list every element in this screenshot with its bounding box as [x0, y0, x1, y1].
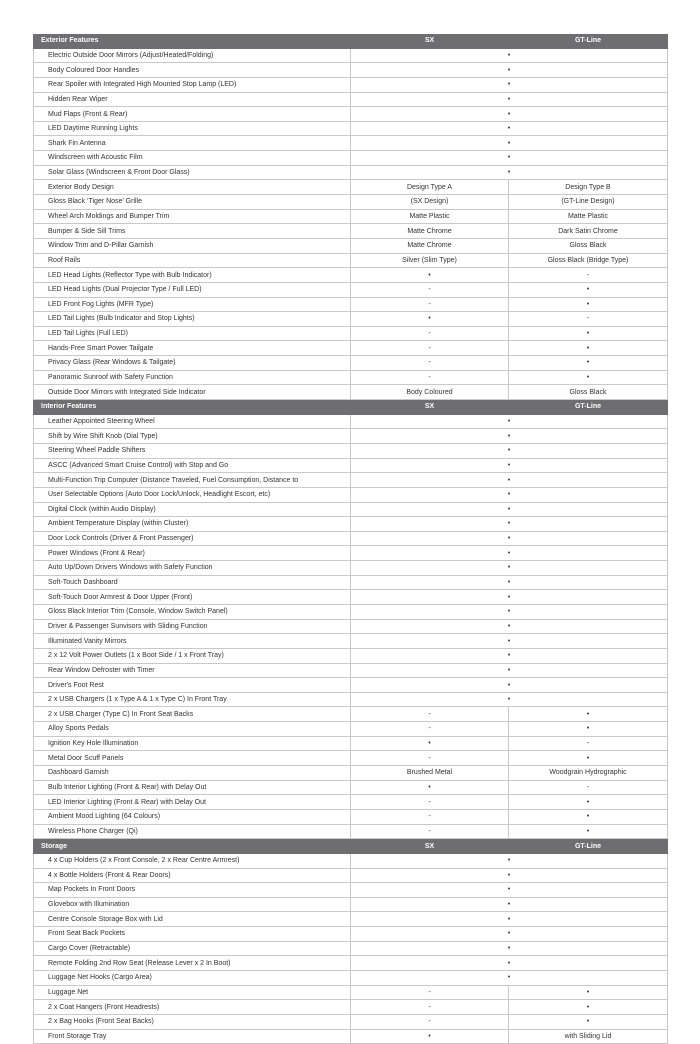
- feature-name: Door Lock Controls (Driver & Front Passenger): [34, 531, 351, 546]
- value-both-variants: •: [351, 546, 668, 561]
- value-both-variants: •: [351, 971, 668, 986]
- feature-name: Rear Window Defroster with Timer: [34, 663, 351, 678]
- table-row: [34, 238, 668, 253]
- feature-name: Driver & Passenger Sunvisors with Sliding Function: [34, 619, 351, 634]
- feature-name: Exterior Body Design: [34, 180, 351, 195]
- value-both-variants: •: [351, 941, 668, 956]
- table-row: [34, 180, 668, 195]
- value-sx: -: [351, 707, 509, 722]
- table-row: [34, 985, 668, 1000]
- feature-name: Front Storage Tray: [34, 1029, 351, 1044]
- table-row: [34, 809, 668, 824]
- feature-name: Power Windows (Front & Rear): [34, 546, 351, 561]
- feature-name: Gloss Black Interior Trim (Console, Window Switch Panel): [34, 604, 351, 619]
- value-gt-line: Dark Satin Chrome: [509, 224, 668, 239]
- value-both-variants: •: [351, 912, 668, 927]
- value-both-variants: •: [351, 121, 668, 136]
- table-row: [34, 561, 668, 576]
- feature-name: Hands-Free Smart Power Tailgate: [34, 341, 351, 356]
- feature-name: Window Trim and D-Pillar Garnish: [34, 238, 351, 253]
- value-gt-line: •: [509, 370, 668, 385]
- table-row: [34, 927, 668, 942]
- column-header-sx: SX: [351, 839, 509, 854]
- table-row: [34, 722, 668, 737]
- feature-name: Alloy Sports Pedals: [34, 722, 351, 737]
- value-both-variants: •: [351, 604, 668, 619]
- value-sx: •: [351, 1029, 509, 1044]
- value-both-variants: •: [351, 678, 668, 693]
- feature-name: Wireless Phone Charger (Qi): [34, 824, 351, 839]
- table-row: [34, 707, 668, 722]
- feature-name: Metal Door Scuff Panels: [34, 751, 351, 766]
- table-row: [34, 575, 668, 590]
- feature-name: LED Tail Lights (Full LED): [34, 326, 351, 341]
- feature-name: Dashboard Garnish: [34, 766, 351, 781]
- value-sx: -: [351, 985, 509, 1000]
- feature-name: Soft-Touch Dashboard: [34, 575, 351, 590]
- value-sx: -: [351, 1014, 509, 1029]
- value-sx: Matte Plastic: [351, 209, 509, 224]
- table-row: [34, 912, 668, 927]
- table-row: [34, 546, 668, 561]
- table-row: [34, 487, 668, 502]
- table-row: [34, 136, 668, 151]
- table-row: [34, 883, 668, 898]
- value-gt-line: with Sliding Lid: [509, 1029, 668, 1044]
- value-sx: -: [351, 370, 509, 385]
- feature-name: 2 x Coat Hangers (Front Headrests): [34, 1000, 351, 1015]
- value-gt-line: Gloss Black: [509, 238, 668, 253]
- value-gt-line: (GT-Line Design): [509, 195, 668, 210]
- table-row: [34, 312, 668, 327]
- table-row: [34, 414, 668, 429]
- value-both-variants: •: [351, 883, 668, 898]
- value-both-variants: •: [351, 868, 668, 883]
- value-gt-line: •: [509, 1014, 668, 1029]
- feature-name: Driver's Foot Rest: [34, 678, 351, 693]
- value-sx: •: [351, 736, 509, 751]
- feature-name: Front Seat Back Pockets: [34, 927, 351, 942]
- value-sx: •: [351, 268, 509, 283]
- value-gt-line: •: [509, 722, 668, 737]
- value-both-variants: •: [351, 487, 668, 502]
- value-both-variants: •: [351, 590, 668, 605]
- feature-name: 2 x USB Chargers (1 x Type A & 1 x Type C) In Front Tray: [34, 692, 351, 707]
- feature-name: 2 x Bag Hooks (Front Seat Backs): [34, 1014, 351, 1029]
- value-both-variants: •: [351, 48, 668, 63]
- feature-name: Mud Flaps (Front & Rear): [34, 107, 351, 122]
- table-row: [34, 780, 668, 795]
- feature-name: Privacy Glass (Rear Windows & Tailgate): [34, 356, 351, 371]
- feature-name: Digital Clock (within Audio Display): [34, 502, 351, 517]
- value-both-variants: •: [351, 136, 668, 151]
- value-gt-line: Design Type B: [509, 180, 668, 195]
- table-row: [34, 648, 668, 663]
- table-row: [34, 692, 668, 707]
- value-both-variants: •: [351, 663, 668, 678]
- feature-name: Steering Wheel Paddle Shifters: [34, 443, 351, 458]
- feature-name: Wheel Arch Moldings and Bumper Trim: [34, 209, 351, 224]
- value-both-variants: •: [351, 692, 668, 707]
- table-row: [34, 268, 668, 283]
- feature-name: LED Tail Lights (Bulb Indicator and Stop Lights): [34, 312, 351, 327]
- feature-name: Gloss Black ‘Tiger Nose’ Grille: [34, 195, 351, 210]
- value-sx: -: [351, 341, 509, 356]
- table-row: [34, 77, 668, 92]
- value-both-variants: •: [351, 77, 668, 92]
- feature-name: Centre Console Storage Box with Lid: [34, 912, 351, 927]
- table-row: [34, 1029, 668, 1044]
- table-row: [34, 663, 668, 678]
- value-gt-line: Matte Plastic: [509, 209, 668, 224]
- feature-name: Bulb Interior Lighting (Front & Rear) with Delay Out: [34, 780, 351, 795]
- value-both-variants: •: [351, 853, 668, 868]
- feature-name: Roof Rails: [34, 253, 351, 268]
- table-row: [34, 604, 668, 619]
- feature-name: Glovebox with Illumination: [34, 897, 351, 912]
- table-row: [34, 517, 668, 532]
- feature-name: Rear Spoiler with Integrated High Mounted Stop Lamp (LED): [34, 77, 351, 92]
- value-both-variants: •: [351, 956, 668, 971]
- value-sx: -: [351, 356, 509, 371]
- value-gt-line: Gloss Black: [509, 385, 668, 400]
- value-both-variants: •: [351, 443, 668, 458]
- spec-table: [33, 34, 668, 1044]
- feature-name: LED Interior Lighting (Front & Rear) with Delay Out: [34, 795, 351, 810]
- table-row: [34, 107, 668, 122]
- column-header-gt-line: GT-Line: [509, 400, 668, 415]
- column-header-sx: SX: [351, 400, 509, 415]
- value-both-variants: •: [351, 414, 668, 429]
- feature-name: Leather Appointed Steering Wheel: [34, 414, 351, 429]
- value-both-variants: •: [351, 619, 668, 634]
- feature-name: Multi-Function Trip Computer (Distance Traveled, Fuel Consumption, Distance to: [34, 473, 351, 488]
- value-both-variants: •: [351, 648, 668, 663]
- table-row: [34, 971, 668, 986]
- value-both-variants: •: [351, 63, 668, 78]
- table-row: [34, 766, 668, 781]
- section-title: Exterior Features: [34, 34, 351, 48]
- value-gt-line: Woodgrain Hydrographic: [509, 766, 668, 781]
- table-row: [34, 1000, 668, 1015]
- value-both-variants: •: [351, 107, 668, 122]
- feature-name: Panoramic Sunroof with Safety Function: [34, 370, 351, 385]
- feature-name: LED Daytime Running Lights: [34, 121, 351, 136]
- table-row: [34, 619, 668, 634]
- table-row: [34, 63, 668, 78]
- feature-name: Map Pockets In Front Doors: [34, 883, 351, 898]
- table-row: [34, 590, 668, 605]
- value-gt-line: •: [509, 356, 668, 371]
- value-sx: •: [351, 780, 509, 795]
- feature-name: Windscreen with Acoustic Film: [34, 151, 351, 166]
- column-header-gt-line: GT-Line: [509, 839, 668, 854]
- value-gt-line: -: [509, 736, 668, 751]
- value-gt-line: Gloss Black (Bridge Type): [509, 253, 668, 268]
- value-both-variants: •: [351, 473, 668, 488]
- value-gt-line: •: [509, 326, 668, 341]
- value-sx: -: [351, 722, 509, 737]
- value-gt-line: •: [509, 297, 668, 312]
- value-sx: Design Type A: [351, 180, 509, 195]
- section-header: [34, 34, 668, 48]
- feature-name: Hidden Rear Wiper: [34, 92, 351, 107]
- table-row: [34, 824, 668, 839]
- value-both-variants: •: [351, 634, 668, 649]
- feature-name: Remote Folding 2nd Row Seat (Release Lever x 2 In Boot): [34, 956, 351, 971]
- value-both-variants: •: [351, 561, 668, 576]
- table-row: [34, 48, 668, 63]
- value-both-variants: •: [351, 517, 668, 532]
- value-sx: -: [351, 824, 509, 839]
- table-row: [34, 443, 668, 458]
- value-both-variants: •: [351, 151, 668, 166]
- feature-name: Soft-Touch Door Armrest & Door Upper (Front): [34, 590, 351, 605]
- table-row: [34, 121, 668, 136]
- value-sx: Matte Chrome: [351, 238, 509, 253]
- table-row: [34, 751, 668, 766]
- value-sx: -: [351, 751, 509, 766]
- table-row: [34, 853, 668, 868]
- value-gt-line: •: [509, 751, 668, 766]
- value-both-variants: •: [351, 458, 668, 473]
- feature-name: Bumper & Side Sill Trims: [34, 224, 351, 239]
- value-sx: Matte Chrome: [351, 224, 509, 239]
- value-gt-line: •: [509, 282, 668, 297]
- table-row: [34, 297, 668, 312]
- table-row: [34, 736, 668, 751]
- column-header-sx: SX: [351, 34, 509, 48]
- feature-name: LED Front Fog Lights (MFR Type): [34, 297, 351, 312]
- value-gt-line: •: [509, 1000, 668, 1015]
- value-gt-line: -: [509, 780, 668, 795]
- feature-name: Ignition Key Hole Illumination: [34, 736, 351, 751]
- value-both-variants: •: [351, 92, 668, 107]
- table-row: [34, 531, 668, 546]
- value-both-variants: •: [351, 897, 668, 912]
- table-row: [34, 502, 668, 517]
- table-row: [34, 195, 668, 210]
- table-row: [34, 253, 668, 268]
- value-sx: •: [351, 312, 509, 327]
- table-row: [34, 458, 668, 473]
- feature-name: Cargo Cover (Retractable): [34, 941, 351, 956]
- feature-name: Shift by Wire Shift Knob (Dial Type): [34, 429, 351, 444]
- feature-name: Body Coloured Door Handles: [34, 63, 351, 78]
- feature-name: 4 x Cup Holders (2 x Front Console, 2 x Rear Centre Armrest): [34, 853, 351, 868]
- table-row: [34, 282, 668, 297]
- table-row: [34, 473, 668, 488]
- value-both-variants: •: [351, 502, 668, 517]
- value-sx: (SX Design): [351, 195, 509, 210]
- value-gt-line: •: [509, 707, 668, 722]
- value-both-variants: •: [351, 429, 668, 444]
- table-row: [34, 868, 668, 883]
- table-row: [34, 92, 668, 107]
- feature-name: Luggage Net Hooks (Cargo Area): [34, 971, 351, 986]
- value-both-variants: •: [351, 165, 668, 180]
- table-row: [34, 941, 668, 956]
- table-row: [34, 634, 668, 649]
- value-both-variants: •: [351, 531, 668, 546]
- feature-name: LED Head Lights (Dual Projector Type / Full LED): [34, 282, 351, 297]
- value-sx: -: [351, 1000, 509, 1015]
- feature-name: 4 x Bottle Holders (Front & Rear Doors): [34, 868, 351, 883]
- value-gt-line: •: [509, 985, 668, 1000]
- feature-name: 2 x 12 Volt Power Outlets (1 x Boot Side / 1 x Front Tray): [34, 648, 351, 663]
- value-sx: Brushed Metal: [351, 766, 509, 781]
- section-header: [34, 400, 668, 415]
- table-row: [34, 224, 668, 239]
- value-both-variants: •: [351, 927, 668, 942]
- section-title: Storage: [34, 839, 351, 854]
- column-header-gt-line: GT-Line: [509, 34, 668, 48]
- feature-name: Electric Outside Door Mirrors (Adjust/Heated/Folding): [34, 48, 351, 63]
- feature-name: Ambient Mood Lighting (64 Colours): [34, 809, 351, 824]
- value-both-variants: •: [351, 575, 668, 590]
- value-gt-line: •: [509, 341, 668, 356]
- table-row: [34, 1014, 668, 1029]
- feature-name: Outside Door Mirrors with Integrated Side Indicator: [34, 385, 351, 400]
- value-sx: -: [351, 326, 509, 341]
- feature-name: Ambient Temperature Display (within Cluster): [34, 517, 351, 532]
- feature-name: Auto Up/Down Drivers Windows with Safety Function: [34, 561, 351, 576]
- table-row: [34, 341, 668, 356]
- value-gt-line: -: [509, 268, 668, 283]
- spec-sheet: [33, 34, 667, 1044]
- feature-name: 2 x USB Charger (Type C) In Front Seat Backs: [34, 707, 351, 722]
- table-row: [34, 429, 668, 444]
- table-row: [34, 209, 668, 224]
- value-gt-line: •: [509, 809, 668, 824]
- value-gt-line: -: [509, 312, 668, 327]
- value-sx: -: [351, 282, 509, 297]
- section-title: Interior Features: [34, 400, 351, 415]
- value-sx: -: [351, 809, 509, 824]
- value-gt-line: •: [509, 795, 668, 810]
- table-row: [34, 956, 668, 971]
- value-sx: Silver (Slim Type): [351, 253, 509, 268]
- value-sx: -: [351, 297, 509, 312]
- value-sx: Body Coloured: [351, 385, 509, 400]
- table-row: [34, 165, 668, 180]
- feature-name: LED Head Lights (Reflector Type with Bulb Indicator): [34, 268, 351, 283]
- feature-name: Luggage Net: [34, 985, 351, 1000]
- feature-name: User Selectable Options (Auto Door Lock/Unlock, Headlight Escort, etc): [34, 487, 351, 502]
- feature-name: Shark Fin Antenna: [34, 136, 351, 151]
- feature-name: Solar Glass (Windscreen & Front Door Glass): [34, 165, 351, 180]
- table-row: [34, 678, 668, 693]
- table-row: [34, 326, 668, 341]
- table-row: [34, 897, 668, 912]
- value-gt-line: •: [509, 824, 668, 839]
- value-sx: -: [351, 795, 509, 810]
- table-row: [34, 356, 668, 371]
- feature-name: ASCC (Advanced Smart Cruise Control) with Stop and Go: [34, 458, 351, 473]
- section-header: [34, 839, 668, 854]
- table-row: [34, 370, 668, 385]
- table-row: [34, 385, 668, 400]
- table-row: [34, 795, 668, 810]
- table-row: [34, 151, 668, 166]
- feature-name: Illuminated Vanity Mirrors: [34, 634, 351, 649]
